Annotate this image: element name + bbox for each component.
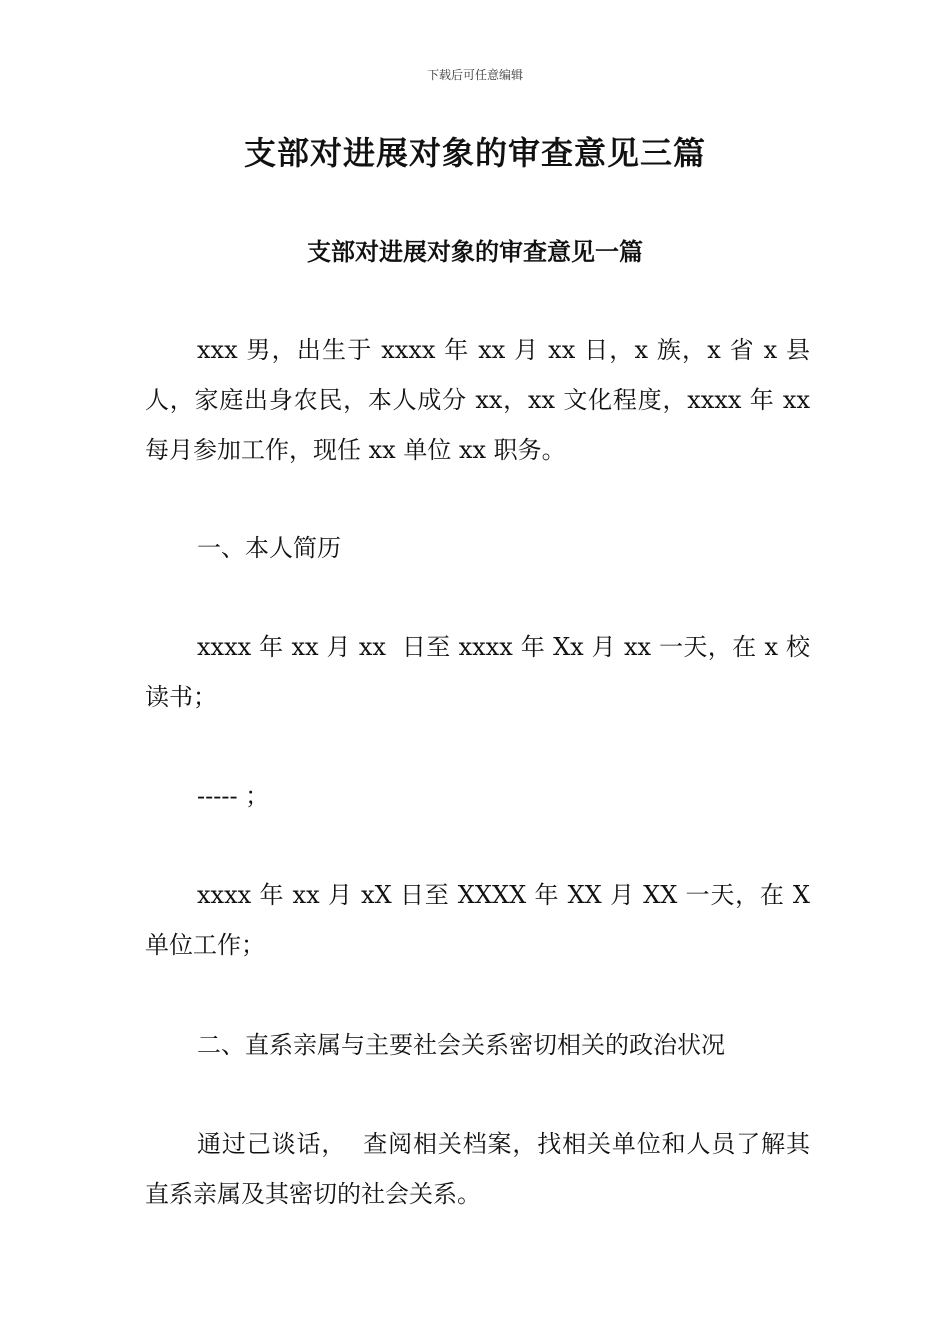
paragraph-relatives: 通过己谈话， 查阅相关档案，找相关单位和人员了解其直系亲属及其密切的社会关系。 — [145, 1130, 810, 1208]
document-subtitle: 支部对进展对象的审查意见一篇 — [307, 237, 643, 266]
paragraph-work: xxxx 年 xx 月 xX 日至 XXXX 年 XX 月 XX 一天，在 X 单位工作； — [145, 881, 818, 959]
section-heading-relatives: 二、直系亲属与主要社会关系密切相关的政治状况 — [197, 1031, 725, 1059]
paragraph-school: xxxx 年 xx 月 xx 日至 xxxx 年 Xx 月 xx 一天，在 x 校读书； — [145, 633, 810, 711]
paragraph-intro: xxx 男，出生于 xxxx 年 xx 月 xx 日，x 族，x 省 x 县人，家庭出身农民，本人成分 xx，xx 文化程度，xxxx 年 xx 每月参加工作，现任 xx 单位 xx 职务。 — [145, 336, 818, 464]
section-heading-resume: 一、本人简历 — [197, 534, 341, 562]
header-note: 下载后可任意编辑 — [426, 68, 523, 82]
document-title: 支部对进展对象的审查意见三篇 — [243, 134, 706, 172]
paragraph-dashes: ----- ； — [197, 782, 270, 810]
